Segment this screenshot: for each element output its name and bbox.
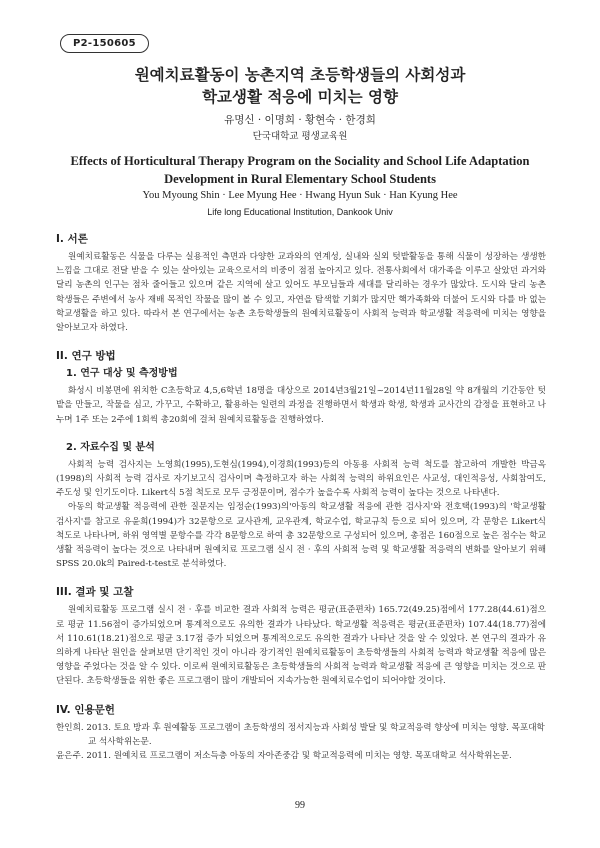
korean-title xyxy=(0,64,600,108)
english-title-line-2: Development in Rural Elementary School Students xyxy=(164,172,436,186)
english-authors: You Myoung Shin · Lee Myung Hee · Hwang Hyun Suk · Han Kyung Hee xyxy=(142,190,458,201)
english-title-line-1: Effects of Horticultural Therapy Program on the Sociality and School Life Adaptation xyxy=(70,154,530,168)
subjects-paragraph: 화성시 비봉면에 위치한 C초등학교 4,5,6학년 18명을 대상으로 2014년3월21일~2014년11월28일 약 8개월의 기간동안 텃밭을 만들고, 작물을 심고, 가꾸고, 수확하고, 활용하는 일련의 과정을 진행하면서 학생과 학생, 학생과 교사간의 감정을 표현하고 나누며 1주 또는 2주에 1회씩 총20회에 걸쳐 원예치료활동을 진행하였다. xyxy=(56,386,546,425)
section-heading-results: III. 결과 및 고찰 xyxy=(56,586,134,599)
korean-title-line-2: 학교생활 적응에 미치는 영향 xyxy=(202,87,398,106)
data-paragraph-1: 사회적 능력 검사지는 노영희(1995),도현심(1994),이경희(1993)등의 아동용 사회적 능력 척도를 참고하여 개발한 박금옥(1998)의 사회적 능력 검사로 자기보고식 검사이며 측정하고자 하는 사회적 능력의 하위요인은 사교성, 대인적응성, 사회참여도, 주도성 및 인기도이다. Likert식 5점 척도로 모두 긍정문이며, 점수가 높을수록 사회적 능력이 높다는 것으로 나타낸다. xyxy=(56,459,546,499)
reference-item-2: 윤은주. 2011. 원예치료 프로그램이 저소득층 아동의 자아존중감 및 학교적응력에 미치는 영향. 목포대학교 석사학위논문. xyxy=(56,751,512,762)
subsection-heading-data: 2. 자료수집 및 분석 xyxy=(66,441,155,453)
english-title xyxy=(60,152,540,188)
subsection-heading-subjects: 1. 연구 대상 및 측정방법 xyxy=(66,368,178,380)
page-number: 99 xyxy=(295,800,305,811)
intro-paragraph: 원예치료활동은 식물을 다루는 실용적인 측면과 다양한 교과와의 연계성, 실내와 실외 텃밭활동을 통해 식물이 성장하는 생생한 느낌을 그대로 전달 받을 수 있는 살아있는 교육으로서의 비중이 점점 높아지고 있다. 전통사회에서 대가족을 이루고 살았던 과거와 달리 농촌의 인구는 점차 줄어들고 있으며 같은 지역에 살고 있어도 부모님들과 세대를 달리하는 경우가 많았다. 도시와 달리 농촌 학생들은 주변에서 농사 재배 목적인 작물을 많이 볼 수 있고, 자연을 탐색할 기회가 많지만 핵가족화와 더불어 도시와 다를 바 없는 학교생활을 하고 있다. 따라서 본 연구에서는 농촌 초등학생들의 원예치료활동이 사회적 능력과 학교생활 적응력에 미치는 영향을 알아보고자 하였다. xyxy=(56,252,546,334)
section-heading-intro: I. 서론 xyxy=(56,233,88,245)
reference-item-1: 한인희. 2013. 토요 방과 후 원예활동 프로그램이 초등학생의 정서지능과 사회성 발달 및 학교적응력 향상에 미치는 영향. 목포대학교 석사학위논문. xyxy=(56,722,545,747)
paper-body xyxy=(56,232,546,763)
section-heading-references: IV. 인용문헌 xyxy=(56,703,115,716)
data-paragraph-2: 아동의 학교생활 적응력에 관한 질문지는 임정순(1993)의'아동의 학교생활 적응에 관한 검사지'와 전호택(1993)의 '학교생활 검사지'를 참고로 유윤희(1994)가 32문항으로 교사관계, 교우관계, 학교수업, 학교규칙 등으로 되어 있으며, 각 문항은 Likert식 척도로 나타나며, 하위 영역별 문항수를 각각 8문항으로 하여 총 32문항으로 구성되어 있으며, 총점은 160점으로 높은 점수는 학교생활 적응력이 높다는 것으로 나타내며 원예치료 프로그램 실시 전 · 후의 사회적 능력 및 학교생활 적응력의 변화를 알아보기 위해 SPSS 20.0k의 Paired-t-test로 분석하였다. xyxy=(56,502,546,570)
poster-id-badge: P2-150605 xyxy=(60,34,149,53)
korean-title-line-1: 원예치료활동이 농촌지역 초등학생들의 사회성과 xyxy=(134,65,466,84)
korean-affiliation: 단국대학교 평생교육원 xyxy=(252,131,348,142)
section-heading-methods: II. 연구 방법 xyxy=(56,350,116,363)
korean-authors: 유명신 · 이명희 · 황현숙 · 한경희 xyxy=(224,114,376,126)
results-paragraph: 원예치료활동 프로그램 실시 전 · 후를 비교한 결과 사회적 능력은 평균(표준편차) 165.72(49.25)점에서 177.28(44.61)점으로 평균 11.56점이 증가되었으며 통계적으로도 유의한 결과가 나타났다. 학교생활 적응력은 평균(표준편차) 107.44(18.77)점에서 110.61(18.21)점으로 평균 3.17점 증가 되었으며 통계적으로도 유의한 결과가 나타난 것을 알 수 있었다. 본 연구의 결과가 유의하게 나타난 원인을 살펴보면 단기적인 것이 아니라 장기적인 원예치료활동이 초등학생들의 사회적 능력과 학교생활 적응에 많은 영향을 주었다는 것을 알 수 있다. 이로써 원예치료활동은 초등학생들의 사회적 능력과 학교생활 적응에 큰 영향을 미치는 것으로 판단된다. 초등학생들을 위한 좋은 프로그램이 많이 개발되어 지속가능한 원예치료수업이 되어야할 것이다. xyxy=(56,605,546,687)
english-affiliation: Life long Educational Institution, Dankook Univ xyxy=(207,207,393,217)
